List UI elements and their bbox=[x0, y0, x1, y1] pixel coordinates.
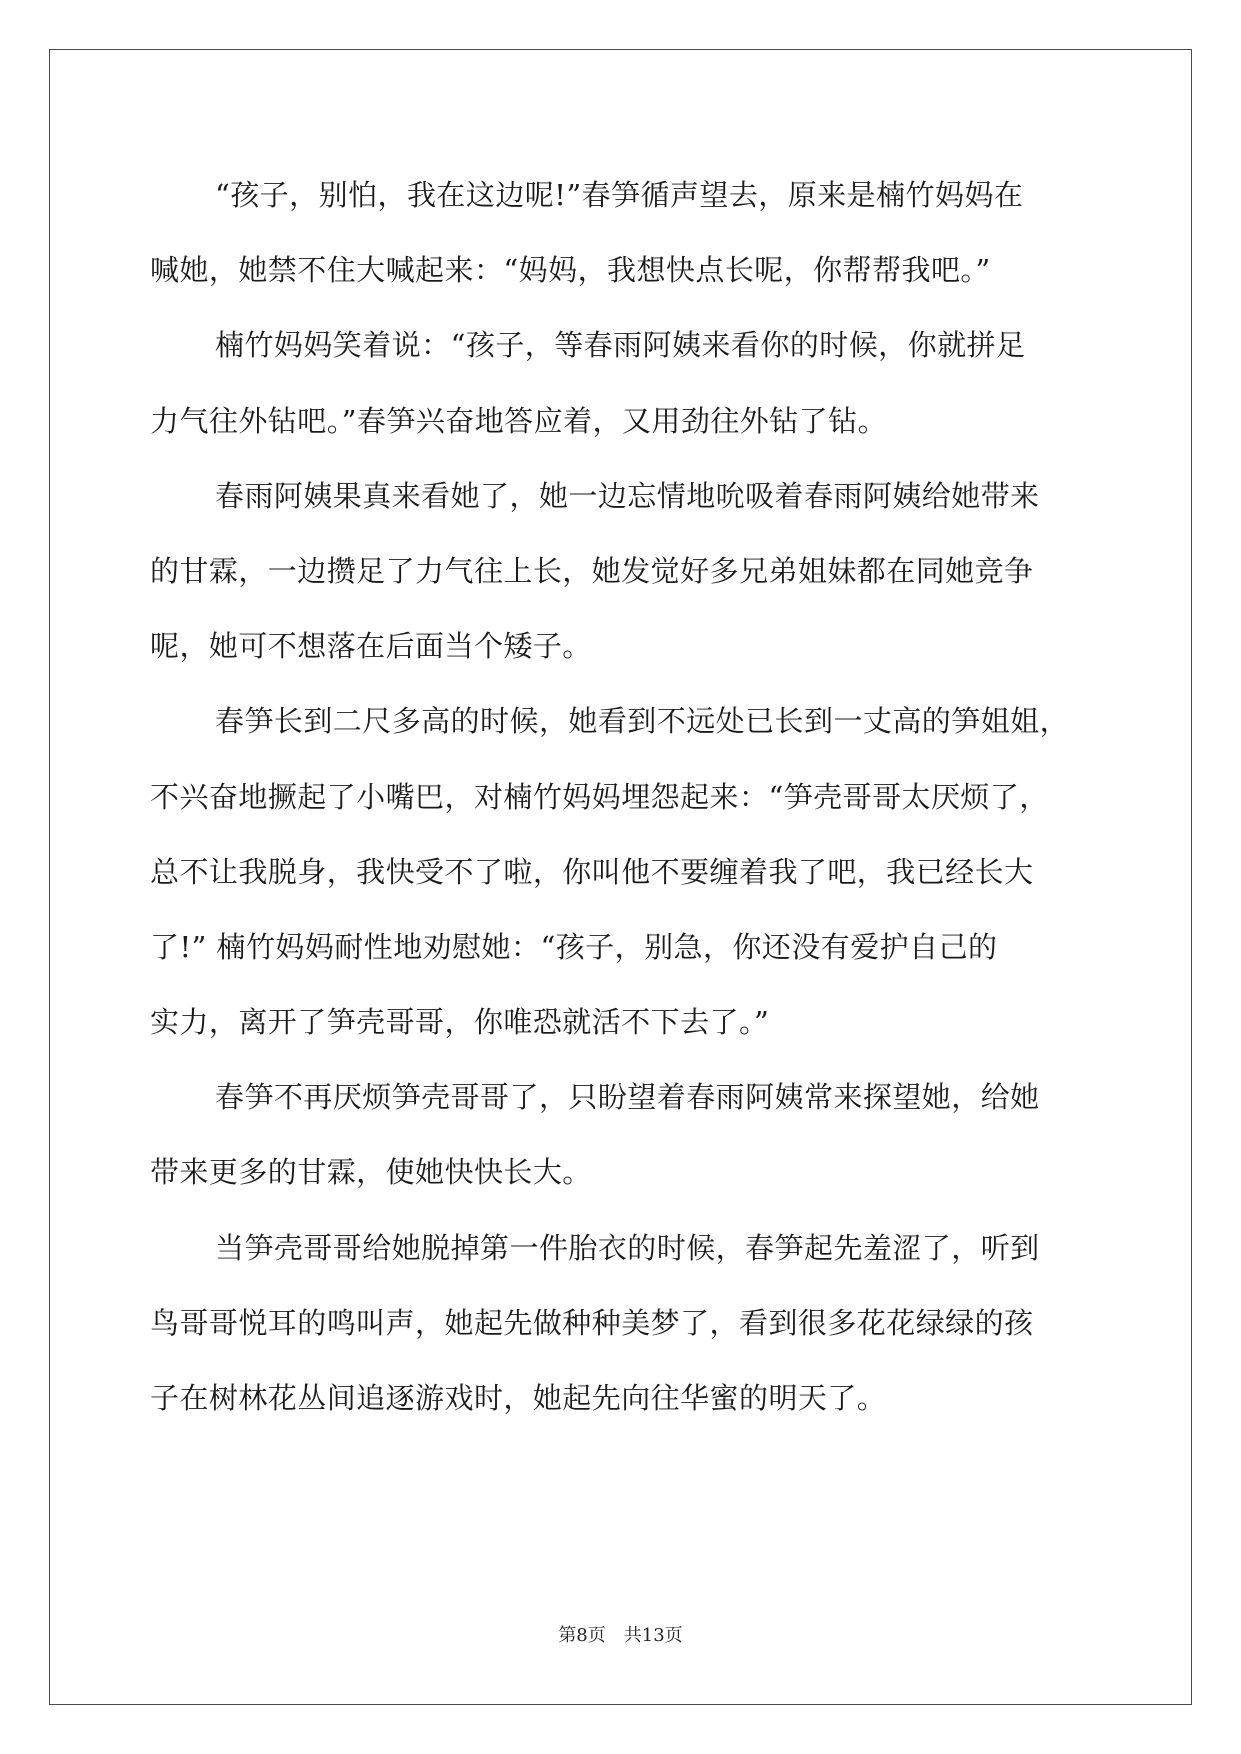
text-line: 楠竹妈妈笑着说：“孩子，等春雨阿姨来看你的时候，你就拼足 bbox=[215, 328, 1026, 363]
text-line: 春笋长到二尺多高的时候，她看到不远处已长到一丈高的笋姐姐， bbox=[215, 704, 1070, 739]
text-line: 实力，离开了笋壳哥哥，你唯恐就活不下去了。” bbox=[150, 1005, 770, 1040]
text-line: 力气往外钻吧。”春笋兴奋地答应着，又用劲往外钻了钻。 bbox=[150, 403, 888, 438]
page-number: 第8页 bbox=[558, 1625, 606, 1646]
body-text bbox=[150, 158, 1095, 1436]
page-total: 共13页 bbox=[623, 1625, 683, 1646]
text-line: 喊她，她禁不住大喊起来：“妈妈，我想快点长呢，你帮帮我吧。” bbox=[150, 253, 991, 288]
text-line: 子在树林花丛间追逐游戏时，她起先向往华蜜的明天了。 bbox=[150, 1381, 887, 1415]
text-line: 总不让我脱身，我快受不了啦，你叫他不要缠着我了吧，我已经长大 bbox=[150, 854, 1034, 889]
text-line: 带来更多的甘霖，使她快快长大。 bbox=[150, 1155, 592, 1190]
text-line: 当笋壳哥哥给她脱掉第一件胎衣的时候，春笋起先羞涩了，听到 bbox=[215, 1230, 1040, 1265]
text-line: 春笋不再厌烦笋壳哥哥了，只盼望着春雨阿姨常来探望她，给她 bbox=[215, 1080, 1040, 1115]
text-line: 呢，她可不想落在后面当个矮子。 bbox=[150, 629, 592, 664]
text-line: 的甘霖，一边攒足了力气往上长，她发觉好多兄弟姐妹都在同她竞争 bbox=[150, 553, 1034, 588]
page-footer bbox=[0, 1621, 1241, 1647]
text-line: 不兴奋地撅起了小嘴巴，对楠竹妈妈埋怨起来：“笋壳哥哥太厌烦了， bbox=[150, 779, 1049, 814]
text-line: 鸟哥哥悦耳的鸣叫声，她起先做种种美梦了，看到很多花花绿绿的孩 bbox=[150, 1305, 1034, 1340]
text-line: 春雨阿姨果真来看她了，她一边忘情地吮吸着春雨阿姨给她带来 bbox=[215, 478, 1040, 513]
text-line: “孩子，别怕，我在这边呢!”春笋循声望去，原来是楠竹妈妈在 bbox=[215, 178, 1024, 212]
text-line: 了!” 楠竹妈妈耐性地劝慰她：“孩子，别急，你还没有爱护自己的 bbox=[150, 929, 998, 964]
